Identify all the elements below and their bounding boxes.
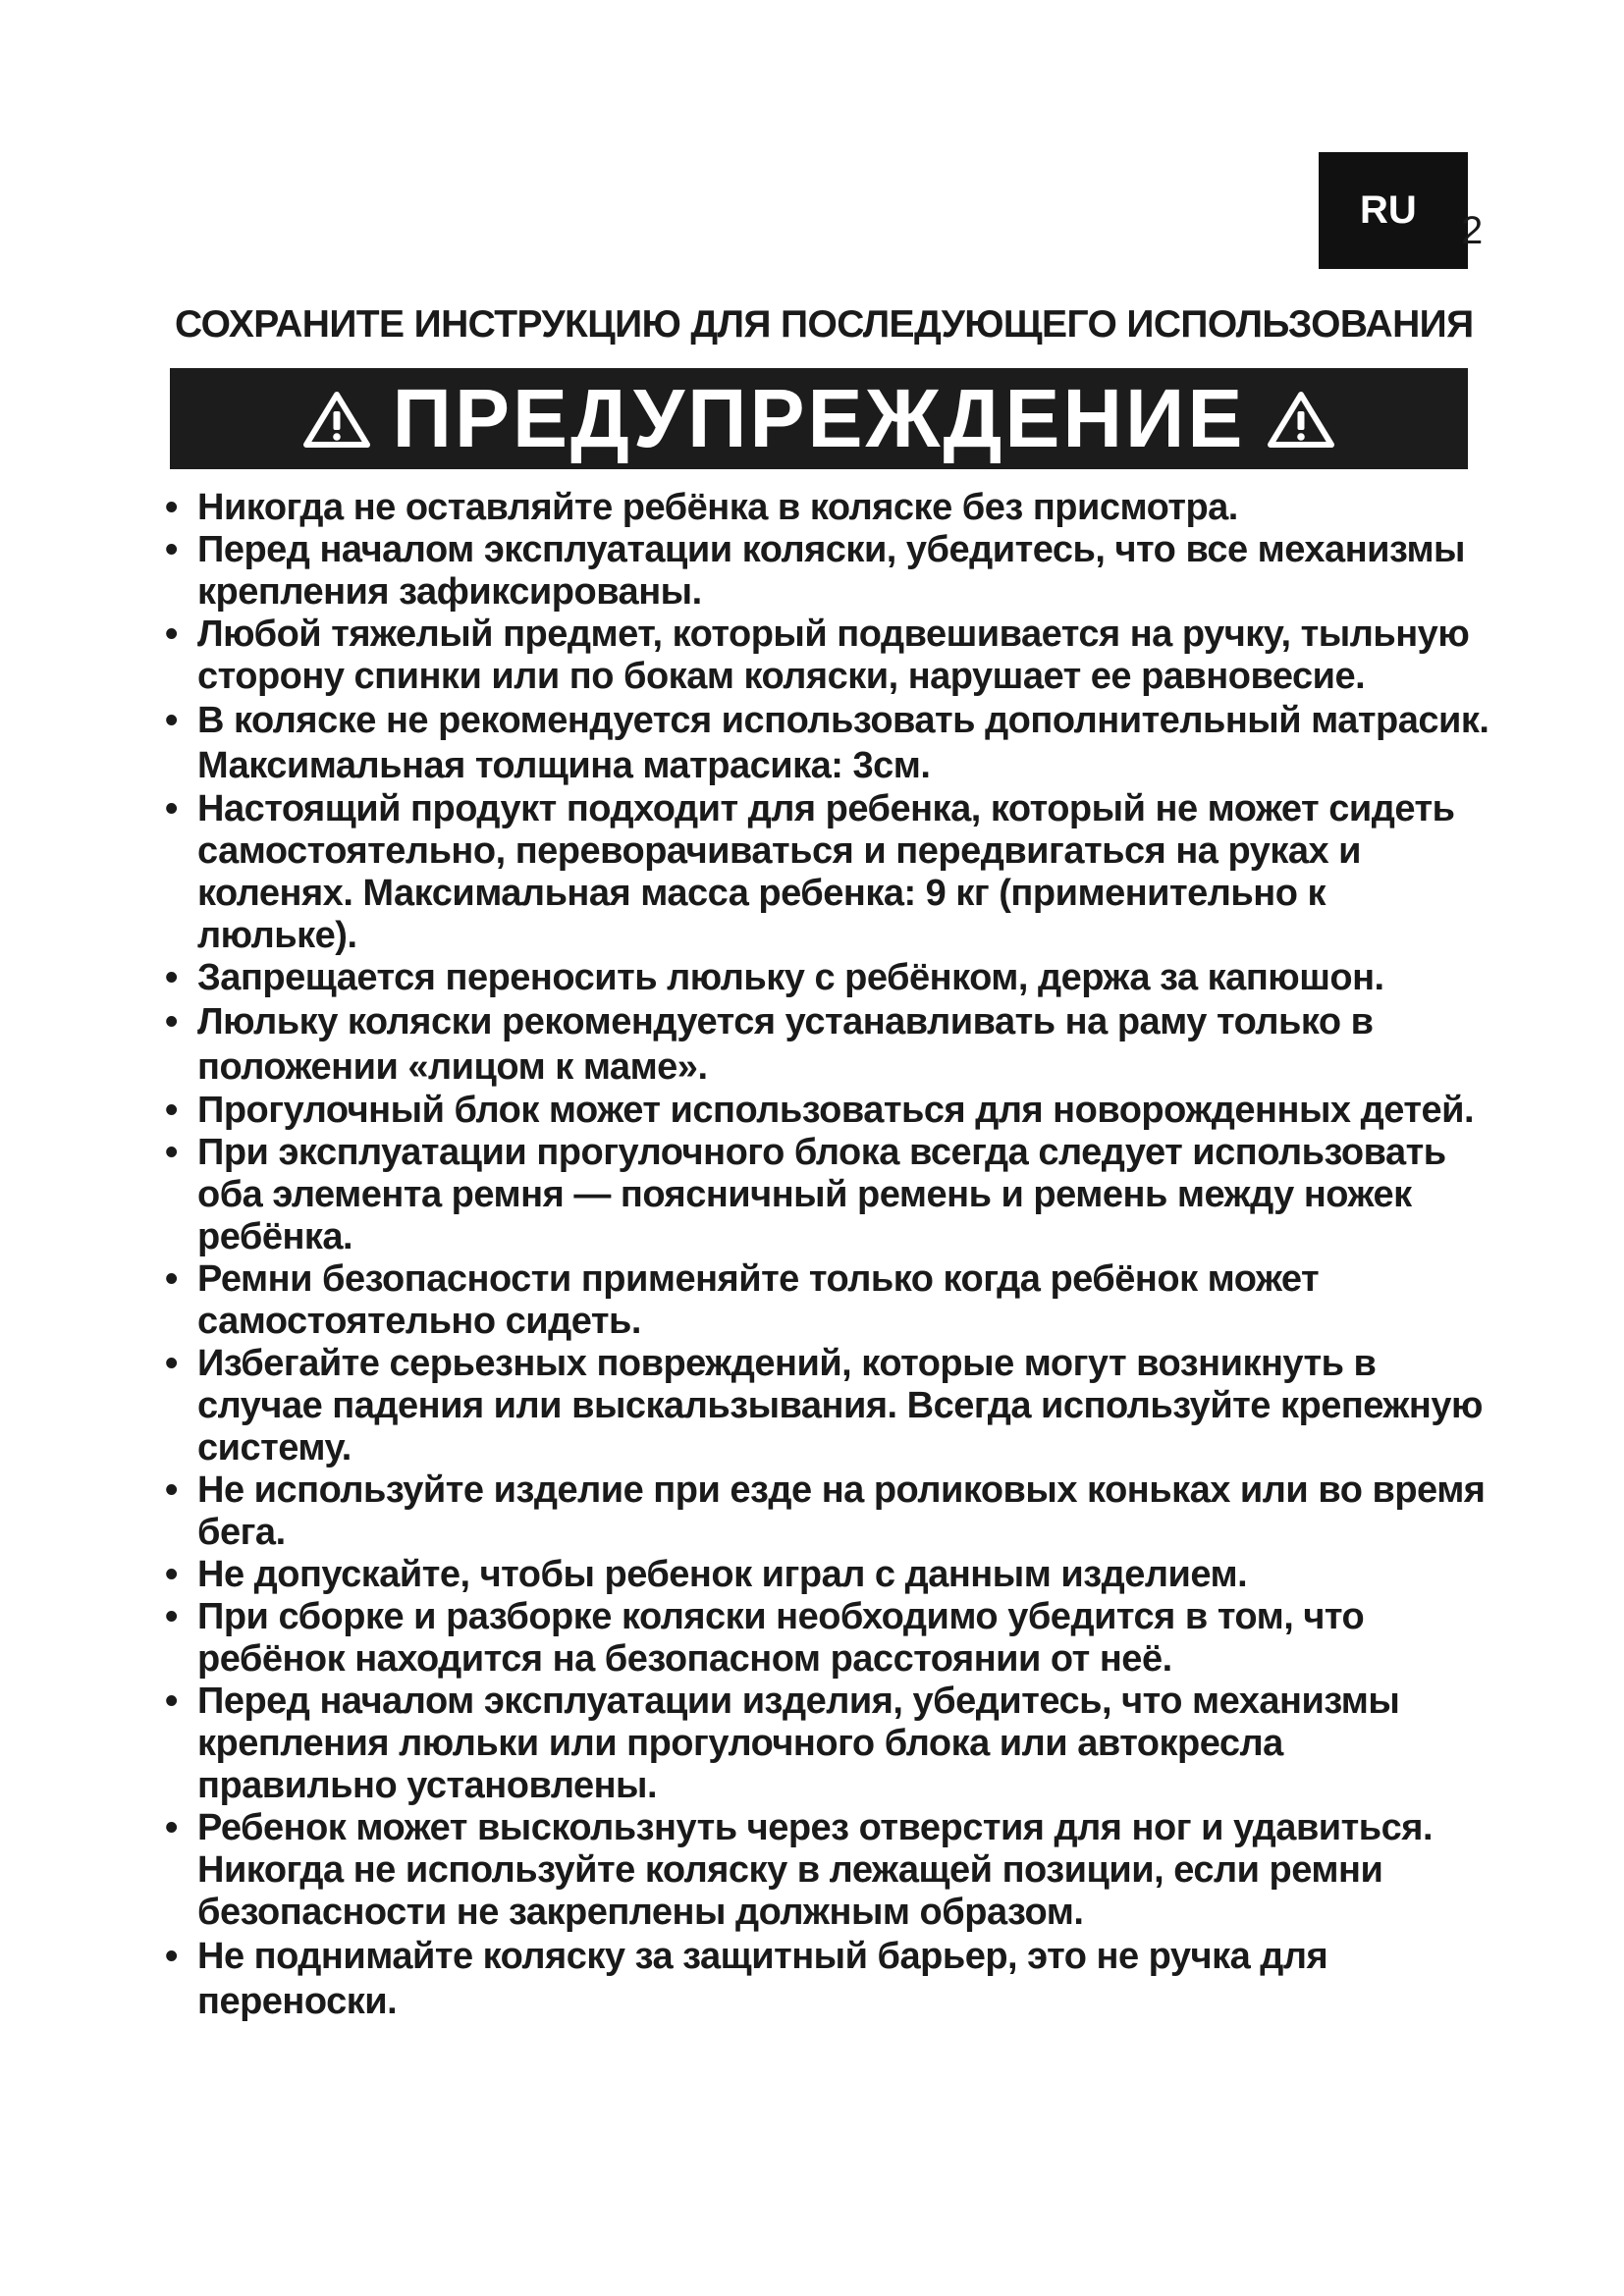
list-item: • Запрещается переносить люльку с ребёнком, держа за капюшон. (165, 957, 1384, 998)
list-item: • Ремни безопасности применяйте только когда ребёнок может самостоятельно сидеть. (165, 1258, 1320, 1342)
save-instructions-note: СОХРАНИТЕ ИНСТРУКЦИЮ ДЛЯ ПОСЛЕДУЮЩЕГО ИСПОЛЬЗОВАНИЯ (175, 303, 1474, 346)
warning-triangle-icon (1267, 390, 1335, 449)
warning-triangle-icon (302, 390, 371, 449)
list-item: • Никогда не оставляйте ребёнка в коляске без присмотра. (165, 487, 1238, 528)
list-item: • Не допускайте, чтобы ребенок играл с данным изделием. (165, 1554, 1248, 1595)
language-tab (1319, 152, 1468, 269)
language-label: RU (1360, 188, 1417, 232)
list-item: • Не используйте изделие при езде на роликовых коньках или во время бега. (165, 1469, 1486, 1553)
warning-banner (170, 368, 1468, 469)
list-item: • Любой тяжелый предмет, который подвешивается на ручку, тыльную сторону спинки или по бокам коляски, нарушает ее равновесие. (165, 614, 1470, 697)
list-item: • В коляске не рекомендуется использовать дополнительный матрасик. Максимальная толщина матрасика: 3см. (165, 700, 1489, 786)
list-item: • Люльку коляски рекомендуется устанавливать на раму только в положении «лицом к маме». (165, 1001, 1374, 1088)
list-item: • Прогулочный блок может использоваться для новорожденных детей. (165, 1090, 1475, 1131)
list-item: • Ребенок может выскользнуть через отверстия для ног и удавиться. Никогда не используйте коляску в лежащей позиции, если ремни безопасности не закреплены должным образом. (165, 1807, 1433, 1933)
list-item: • Перед началом эксплуатации коляски, убедитесь, что все механизмы крепления зафиксированы. (165, 529, 1466, 613)
list-item: • Не поднимайте коляску за защитный барьер, это не ручка для переноски. (165, 1936, 1328, 2022)
list-item: • Избегайте серьезных повреждений, которые могут возникнуть в случае падения или выскальзывания. Всегда используйте крепежную систему. (165, 1343, 1483, 1468)
warning-rules-list (165, 487, 1490, 2024)
list-item: • При сборке и разборке коляски необходимо убедится в том, что ребёнок находится на безопасном расстоянии от неё. (165, 1596, 1365, 1680)
list-item: • При эксплуатации прогулочного блока всегда следует использовать оба элемента ремня — поясничный ремень и ремень между ножек ребёнка. (165, 1132, 1446, 1257)
warning-title: ПРЕДУПРЕЖДЕНИЕ (392, 372, 1246, 464)
list-item: • Настоящий продукт подходит для ребенка, который не может сидеть самостоятельно, переворачиваться и передвигаться на руках и коленях. Максимальная масса ребенка: 9 кг (применительно к люльке). (165, 788, 1455, 956)
page-number: 2 (1461, 209, 1484, 252)
list-item: • Перед началом эксплуатации изделия, убедитесь, что механизмы крепления люльки или прогулочного блока или автокресла правильно установлены. (165, 1681, 1400, 1806)
